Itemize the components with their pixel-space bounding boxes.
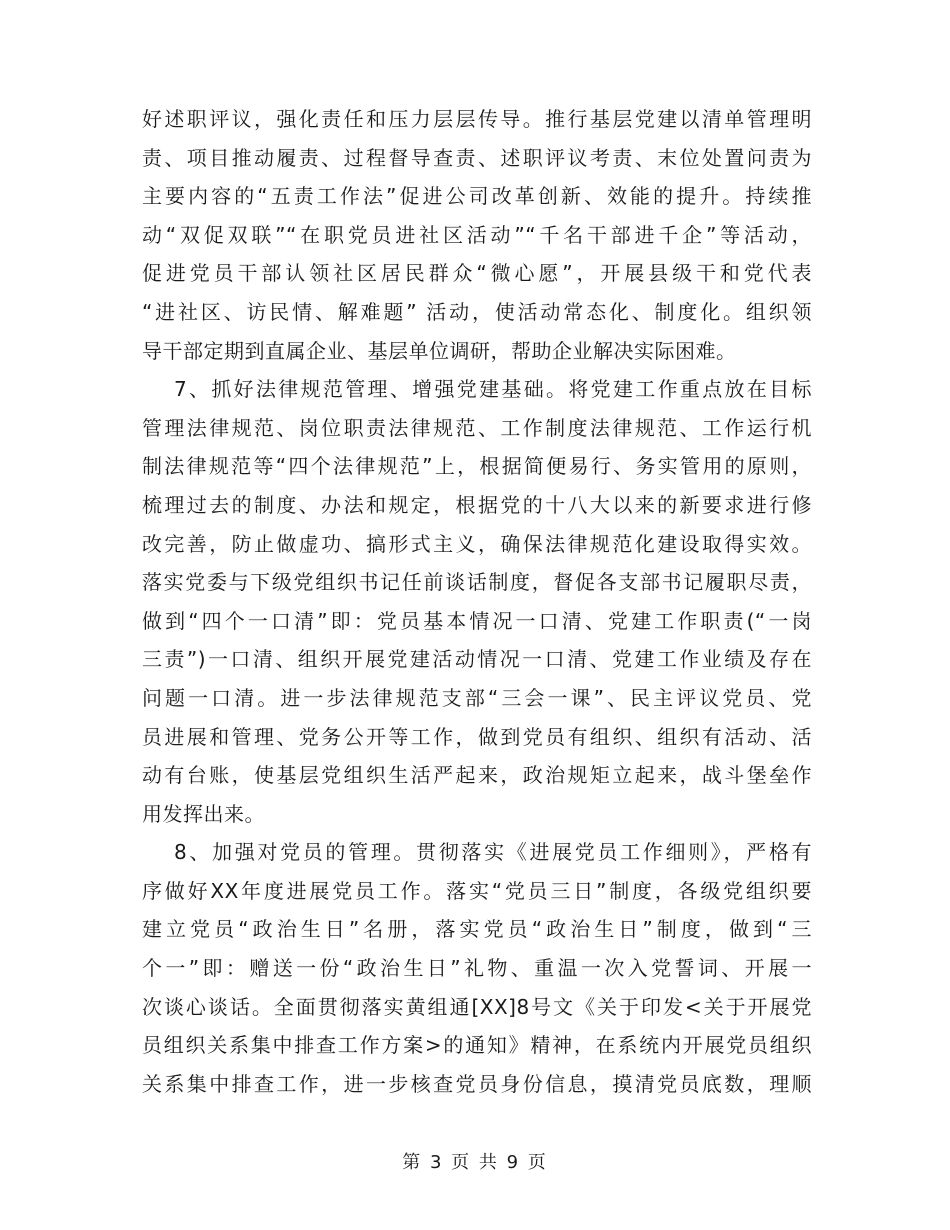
text-line: “进社区、访民情、解难题” 活动，使活动常态化、制度化。组织领 [142,299,812,324]
paragraph-heading-line: 8、加强对党员的管理。贯彻落实《进展党员工作细则》，严格有 [174,840,812,865]
paragraph-heading-line: 7、抓好法律规范管理、增强党建基础。将党建工作重点放在目标 [174,377,812,402]
text-line: 个一”即：赠送一份“政治生日”礼物、重温一次入党誓词、开展一 [142,956,812,981]
text-line: 动“双促双联”“在职党员进社区活动”“千名干部进千企”等活动， [142,222,812,247]
page-number-footer: 第 3 页 共 9 页 [402,1152,548,1173]
text-line: 三责”)一口清、组织开展党建活动情况一口清、党建工作业绩及存在 [142,647,812,672]
text-line: 制法律规范等“四个法律规范”上，根据简便易行、务实管用的原则， [142,454,812,479]
text-line: 好述职评议，强化责任和压力层层传导。推行基层党建以清单管理明 [142,107,812,131]
text-line: 主要内容的“五责工作法”促进公司改革创新、效能的提升。持续推 [142,184,812,209]
text-line: 落实党委与下级党组织书记任前谈话制度，督促各支部书记履职尽责， [142,570,812,595]
text-line: 梳理过去的制度、办法和规定，根据党的十八大以来的新要求进行修 [142,492,812,517]
text-line: 用发挥出来。 [142,801,265,826]
text-line: 次谈心谈话。全面贯彻落实黄组通[XX]8号文《关于印发<关于开展党 [142,994,812,1019]
text-line: 促进党员干部认领社区居民群众“微心愿”，开展县级干和党代表 [142,261,812,286]
text-line: 改完善，防止做虚功、搞形式主义，确保法律规范化建设取得实效。 [142,531,812,556]
text-line: 做到“四个一口清”即：党员基本情况一口清、党建工作职责(“一岗 [142,608,812,633]
text-line: 关系集中排查工作，进一步核查党员身份信息，摸清党员底数，理顺 [142,1071,812,1096]
text-line: 问题一口清。进一步法律规范支部“三会一课”、民主评议党员、党 [142,685,812,710]
text-line: 序做好XX年度进展党员工作。落实“党员三日”制度，各级党组织要 [142,878,812,903]
text-line: 导干部定期到直属企业、基层单位调研，帮助企业解决实际困难。 [142,338,737,363]
text-line: 动有台账，使基层党组织生活严起来，政治规矩立起来，战斗堡垒作 [142,763,812,788]
text-line: 管理法律规范、岗位职责法律规范、工作制度法律规范、工作运行机 [142,415,812,440]
document-body [142,100,812,1103]
text-line: 责、项目推动履责、过程督导查责、述职评议考责、末位处置问责为 [142,145,812,170]
text-line: 建立党员“政治生日”名册，落实党员“政治生日”制度，做到“三 [142,917,812,942]
text-line: 员进展和管理、党务公开等工作，做到党员有组织、组织有活动、活 [142,724,812,749]
text-line: 员组织关系集中排查工作方案>的通知》精神，在系统内开展党员组织 [142,1033,812,1058]
